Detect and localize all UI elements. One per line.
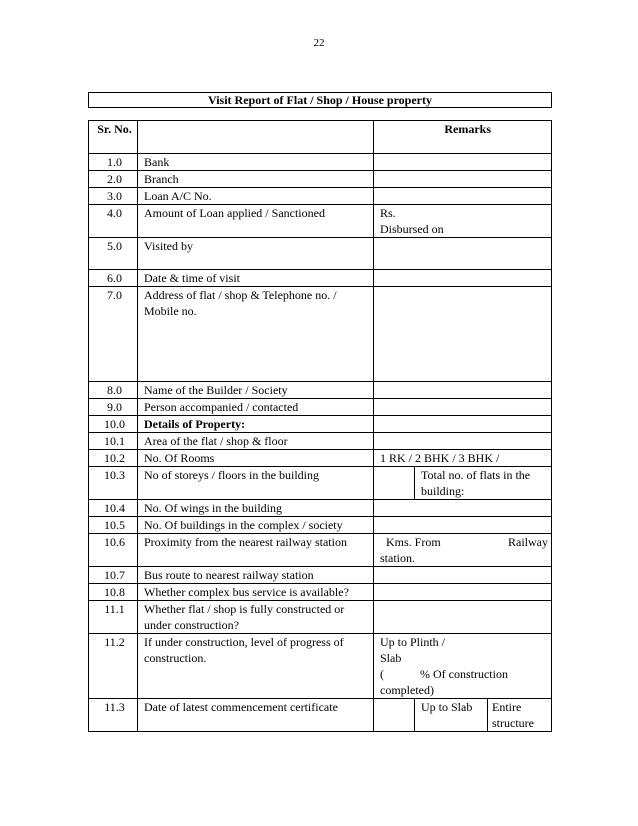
table-row [89, 699, 552, 732]
progress-line-3: ( % Of construction [380, 667, 508, 681]
row-remark[interactable] [374, 238, 552, 270]
row-sr: 3.0 [89, 188, 138, 205]
row-sr: 11.2 [89, 634, 138, 699]
up-to-slab: Up to Slab [415, 699, 488, 731]
row-sr: 10.5 [89, 517, 138, 534]
row-remark[interactable] [374, 584, 552, 601]
row-remark[interactable] [374, 467, 552, 500]
entire-structure: Entire structure [492, 700, 534, 730]
table-row [89, 601, 552, 634]
row-label: No. Of Rooms [138, 450, 374, 467]
row-label: Bank [138, 154, 374, 171]
row-label: Visited by [138, 238, 374, 270]
row-label: Loan A/C No. [138, 188, 374, 205]
sr-no-header: Sr. No. [89, 121, 138, 154]
row-label: No. Of wings in the building [138, 500, 374, 517]
progress-line-4: completed) [380, 683, 434, 697]
row-remark[interactable] [374, 534, 552, 567]
row-sr: 10.6 [89, 534, 138, 567]
row-sr: 1.0 [89, 154, 138, 171]
row-sr: 8.0 [89, 382, 138, 399]
table-row [89, 270, 552, 287]
row-remark[interactable] [374, 433, 552, 450]
row-sr: 9.0 [89, 399, 138, 416]
page-number: 22 [313, 37, 325, 49]
table-row [89, 433, 552, 450]
disbursed-on: Disbursed on [380, 222, 444, 236]
row-remark[interactable] [374, 517, 552, 534]
row-label: Person accompanied / contacted [138, 399, 374, 416]
row-remark[interactable] [374, 399, 552, 416]
table-row [89, 567, 552, 584]
table-row [89, 238, 552, 270]
row-sr: 11.3 [89, 699, 138, 732]
table-row [89, 154, 552, 171]
table-row [89, 500, 552, 517]
row-label: Whether flat / shop is fully constructed or under construction? [138, 601, 374, 634]
row-sr: 2.0 [89, 171, 138, 188]
row-label: Details of Property: [138, 416, 374, 433]
table-row [89, 382, 552, 399]
row-label: Proximity from the nearest railway station [138, 534, 374, 567]
row-remark[interactable] [374, 171, 552, 188]
row-label: Date & time of visit [138, 270, 374, 287]
visit-report-table [88, 120, 552, 732]
row-label: Area of the flat / shop & floor [138, 433, 374, 450]
row-remark[interactable] [374, 567, 552, 584]
table-row [89, 416, 552, 433]
row-sr: 10.7 [89, 567, 138, 584]
row-remark[interactable] [374, 270, 552, 287]
table-row [89, 205, 552, 238]
row-label: Whether complex bus service is available? [138, 584, 374, 601]
cc-blank [374, 699, 415, 731]
table-row [89, 399, 552, 416]
table-row [89, 467, 552, 500]
row-sr: 5.0 [89, 238, 138, 270]
amount-rs: Rs. [380, 206, 396, 220]
row-remark[interactable] [374, 500, 552, 517]
table-row [89, 450, 552, 467]
row-remark[interactable] [374, 601, 552, 634]
row-remark[interactable] [374, 699, 552, 732]
remarks-header: Remarks [374, 121, 552, 154]
row-sr: 10.1 [89, 433, 138, 450]
row-remark[interactable] [374, 416, 552, 433]
row-remark[interactable] [374, 382, 552, 399]
storeys-blank [374, 467, 415, 499]
row-label: No of storeys / floors in the building [138, 467, 374, 500]
row-label: Bus route to nearest railway station [138, 567, 374, 584]
station-label: station. [380, 551, 415, 565]
table-row [89, 534, 552, 567]
progress-line-1: Up to Plinth / [380, 635, 446, 649]
row-label: Amount of Loan applied / Sanctioned [138, 205, 374, 238]
row-remark[interactable]: 1 RK / 2 BHK / 3 BHK / [374, 450, 552, 467]
table-row [89, 188, 552, 205]
row-label: Name of the Builder / Society [138, 382, 374, 399]
row-sr: 7.0 [89, 287, 138, 382]
kms-from: Kms. From [386, 535, 441, 549]
table-row [89, 287, 552, 382]
row-sr: 4.0 [89, 205, 138, 238]
row-remark[interactable] [374, 205, 552, 238]
report-title: Visit Report of Flat / Shop / House property [88, 92, 552, 108]
row-label: If under construction, level of progress of construction. [138, 634, 374, 699]
row-remark[interactable] [374, 634, 552, 699]
row-label: Address of flat / shop & Telephone no. / Mobile no. [138, 287, 374, 382]
row-remark[interactable] [374, 287, 552, 382]
row-remark[interactable] [374, 188, 552, 205]
table-row [89, 171, 552, 188]
table-row [89, 634, 552, 699]
table-row [89, 584, 552, 601]
table-header-row [89, 121, 552, 154]
row-sr: 10.4 [89, 500, 138, 517]
row-sr: 10.3 [89, 467, 138, 500]
row-sr: 10.8 [89, 584, 138, 601]
row-sr: 6.0 [89, 270, 138, 287]
total-flats-label: Total no. of flats in the building: [421, 468, 531, 498]
row-remark[interactable] [374, 154, 552, 171]
row-label: No. Of buildings in the complex / society [138, 517, 374, 534]
table-row [89, 517, 552, 534]
progress-line-2: Slab [380, 651, 402, 665]
row-sr: 10.2 [89, 450, 138, 467]
row-sr: 11.1 [89, 601, 138, 634]
row-label: Branch [138, 171, 374, 188]
row-label: Date of latest commencement certificate [138, 699, 374, 732]
railway-label: Railway [508, 535, 548, 549]
row-sr: 10.0 [89, 416, 138, 433]
